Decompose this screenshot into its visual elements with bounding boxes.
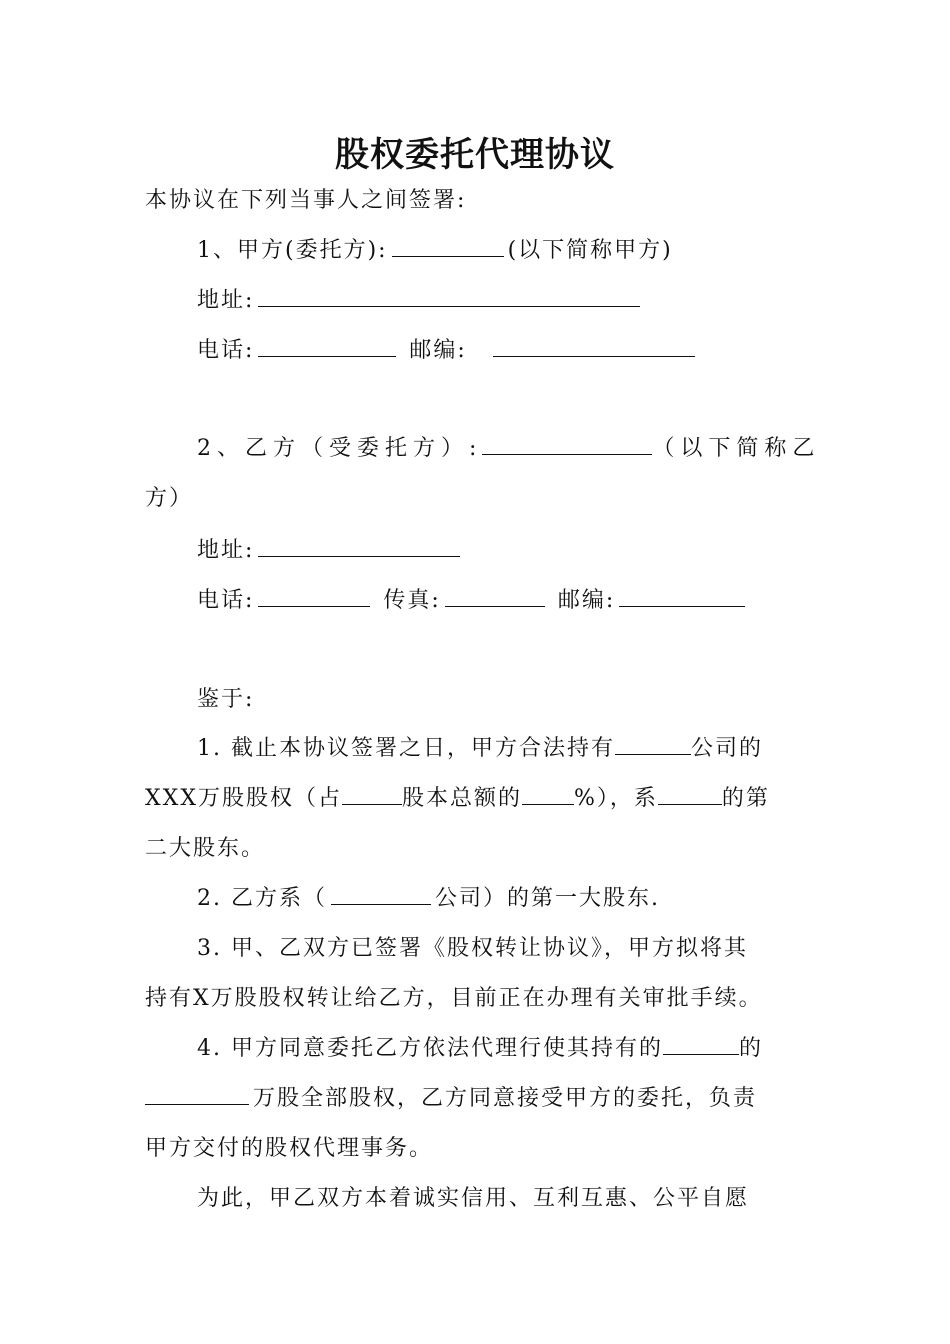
party-a-contact-line [197,336,699,366]
whereas-item4-text-c: 万股全部股权，乙方同意接受甲方的委托，负责 [253,1086,758,1111]
party-b-phone-blank [258,586,370,607]
intro-line: 本协议在下列当事人之间签署: [145,188,467,213]
party-b-phone-label: 电话: [197,588,255,613]
whereas-item4-text-b: 的 [739,1036,764,1061]
whereas-item1-text-b: 公司的 [691,736,764,761]
whereas-item2-text-a: 2. 乙方系（ [197,886,327,911]
party-a-address-line [197,286,644,316]
party-b-contact-line [197,586,749,616]
whereas-item2-line [197,884,660,914]
whereas-item3-line1: 3. 甲、乙双方已签署《股权转让协议》，甲方拟将其 [197,936,748,961]
party-b-fax-label: 传真: [383,588,441,613]
party-b-name-blank [482,434,652,455]
whereas-item1-company-blank [615,734,691,755]
whereas-item1-text-f: 的第 [721,786,770,811]
party-a-heading [197,236,673,266]
party-b-postcode-label: 邮编: [557,588,616,613]
party-b-address-label: 地址: [197,538,255,563]
whereas-item4-text-a: 4. 甲方同意委托乙方依法代理行使其持有的 [197,1036,663,1061]
party-a-address-label: 地址: [197,288,255,313]
whereas-item1-text-a: 1. 截止本协议签署之日，甲方合法持有 [197,736,615,761]
party-a-postcode-blank [493,336,695,357]
party-b-heading-label: 2、乙方（受委托方）: [197,436,483,461]
whereas-label: 鉴于: [197,687,255,712]
whereas-item1-text-c: XXX万股股权（占 [145,786,342,811]
party-a-phone-blank [258,336,396,357]
whereas-item1-line3: 二大股东。 [145,836,266,861]
whereas-item2-text-b: 公司）的第一大股东. [434,886,660,911]
closing-line: 为此，甲乙双方本着诚实信用、互利互惠、公平自愿 [197,1186,750,1211]
whereas-item1-text-e: %），系 [574,786,658,811]
party-a-heading-label: 1、甲方(委托方): [197,238,388,263]
party-b-heading-wrap: 方） [145,486,194,511]
party-a-name-blank [392,236,504,257]
document-title: 股权委托代理协议 [335,135,615,175]
party-a-postcode-label: 邮编: [409,338,467,363]
whereas-item4-company-blank [663,1034,739,1055]
party-b-postcode-blank [619,586,745,607]
whereas-item1-line2 [145,784,770,814]
party-a-phone-label: 电话: [197,338,255,363]
whereas-item4-line3: 甲方交付的股权代理事务。 [145,1136,434,1161]
party-b-heading-suffix: （以下简称乙 [652,436,821,461]
whereas-item1-shares-blank [342,784,402,805]
whereas-item1-percent-blank [522,784,574,805]
whereas-item4-line2 [145,1084,757,1114]
party-b-fax-blank [445,586,545,607]
whereas-item3-line2: 持有X万股股权转让给乙方，目前正在办理有关审批手续。 [145,986,763,1011]
whereas-item4-shares-blank [145,1084,249,1105]
whereas-item1-company2-blank [658,784,722,805]
party-b-address-blank [258,536,460,557]
party-b-address-line [197,536,464,566]
whereas-item4-line1 [197,1034,763,1064]
party-b-heading [197,434,820,464]
party-a-heading-suffix: (以下简称甲方) [507,238,673,263]
whereas-item1-text-d: 股本总额的 [402,786,523,811]
whereas-item1-line1 [197,734,763,764]
party-a-address-blank [258,286,640,307]
whereas-item2-company-blank [331,884,431,905]
